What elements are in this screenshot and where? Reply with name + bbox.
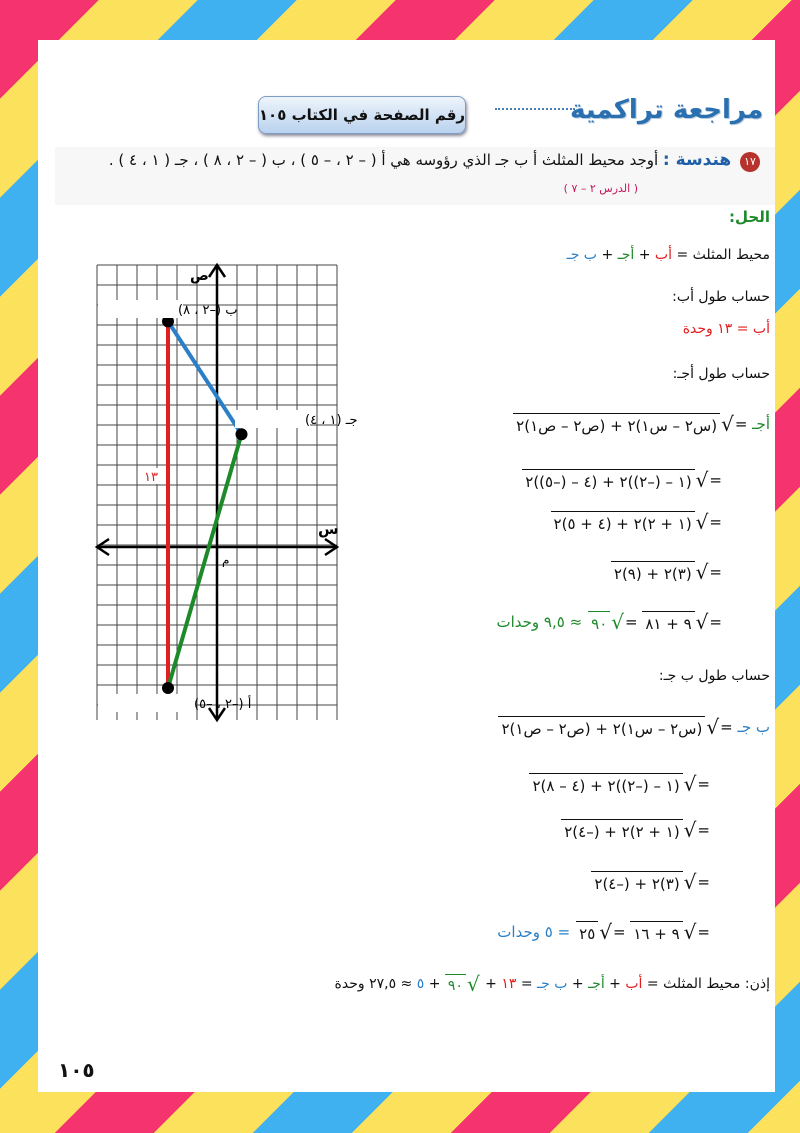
sqrt-icon: √ <box>683 920 697 944</box>
sqrt-icon: √ <box>599 920 613 944</box>
term-ac: أجـ <box>588 976 605 992</box>
radicand: ٩٠ <box>445 974 466 994</box>
plus: + <box>638 247 651 263</box>
term-ac: أجـ <box>617 247 635 263</box>
bc-step-0: ب جـ = √ (س٢ – س١)٢ + (ص٢ – ص١)٢ <box>498 715 770 739</box>
coordinate-graph <box>90 258 358 730</box>
conclusion-result: ≈ ٢٧,٥ وحدة <box>334 976 413 992</box>
problem-number: ١٧ <box>740 152 760 172</box>
ac-step-4: = √ ٩ + ٨١ = √ ٩٠ ≈ ٩,٥ وحدات <box>496 610 722 634</box>
label-bg <box>235 410 310 428</box>
radicand: (٣)٢ + (–٤)٢ <box>591 871 682 893</box>
value-13: ١٣ <box>501 976 517 992</box>
point-c <box>236 428 248 440</box>
radicand: ٢٥ <box>576 921 598 943</box>
label-bg <box>98 694 196 712</box>
radicand: (٣)٢ + (٩)٢ <box>611 561 695 583</box>
label-point-a: أ (–٢ ، –٥) <box>194 697 252 712</box>
bc-heading: حساب طول ب جـ: <box>658 668 770 684</box>
radicand: (١ – (–٢))٢ + (٤ – ٨)٢ <box>529 773 682 795</box>
sqrt-icon: √ <box>695 510 709 534</box>
ac-final: ≈ ٩,٥ وحدات <box>496 613 583 631</box>
conclusion: إذن: محيط المثلث = أب + أجـ + ب جـ = ١٣ + √ ٩٠ + ٥ ≈ ٢٧,٥ وحدة <box>334 972 770 996</box>
segment-ac <box>168 434 242 688</box>
problem-statement <box>109 150 760 172</box>
term-bc: ب جـ <box>537 976 568 992</box>
y-axis-label: ص <box>190 268 209 284</box>
sqrt-icon: √ <box>683 818 697 842</box>
term-ab: أب <box>654 247 672 263</box>
perimeter-label: محيط المثلث = <box>676 247 770 263</box>
ac-heading: حساب طول أجـ: <box>672 366 770 382</box>
bc-step-2: = √ (١ + ٢)٢ + (–٤)٢ <box>561 818 710 842</box>
section-title: مراجعة تراكمية <box>570 95 764 125</box>
sqrt-icon: √ <box>695 610 709 634</box>
radicand: (١ + ٢)٢ + (٤ + ٥)٢ <box>551 511 695 533</box>
radicand: ٩٠ <box>588 611 610 633</box>
ac-step-1: = √ (١ – (–٢))٢ + (٤ – (–٥))٢ <box>522 468 722 492</box>
radicand: (١ + ٢)٢ + (–٤)٢ <box>561 819 682 841</box>
bc-step-4: = √ ٩ + ١٦ = √ ٢٥ = ٥ وحدات <box>497 920 710 944</box>
ab-length-label: ١٣ <box>144 470 158 485</box>
sqrt-icon: √ <box>683 772 697 796</box>
x-axis-label: س <box>318 520 339 538</box>
value-5: ٥ <box>416 976 425 992</box>
equals: = <box>520 976 533 992</box>
conclusion-prefix: إذن: محيط المثلث = <box>646 976 770 992</box>
bc-step-3: = √ (٣)٢ + (–٤)٢ <box>591 870 710 894</box>
sqrt-icon: √ <box>683 870 697 894</box>
bc-lhs: ب جـ <box>737 718 770 736</box>
sqrt-icon: √ <box>721 412 734 436</box>
radicand: (س٢ – س١)٢ + (ص٢ – ص١)٢ <box>498 716 705 738</box>
ac-step-0: أجـ = √ (س٢ – س١)٢ + (ص٢ – ص١)٢ <box>513 412 770 436</box>
sqrt-icon: √ <box>695 468 709 492</box>
lesson-reference: ( الدرس ٢ – ٧ ) <box>563 182 638 195</box>
page-number: ١٠٥ <box>58 1058 95 1082</box>
radicand: (س٢ – س١)٢ + (ص٢ – ص١)٢ <box>513 413 720 435</box>
term-bc: ب جـ <box>566 247 597 263</box>
bc-step-1: = √ (١ – (–٢))٢ + (٤ – ٨)٢ <box>529 772 710 796</box>
origin-label: م <box>222 553 230 567</box>
sqrt-icon: √ <box>611 610 625 634</box>
segment-bc <box>168 321 242 434</box>
label-bg <box>98 300 183 318</box>
problem-text: أوجد محيط المثلث أ ب جـ الذي رؤوسه هي أ ( – ٢ ، – ٥ ) ، ب ( – ٢ ، ٨ ) ، جـ ( ١ ، ٤ ) . <box>108 151 659 169</box>
ac-lhs: أجـ <box>752 415 770 433</box>
perimeter-formula <box>567 247 770 263</box>
radicand: ٩ + ١٦ <box>630 921 682 943</box>
term-ab: أب <box>625 976 643 992</box>
problem-keyword: هندسة : <box>662 150 732 170</box>
sqrt-icon: √ <box>706 715 720 739</box>
radicand: (١ – (–٢))٢ + (٤ – (–٥))٢ <box>522 469 694 491</box>
radicand: ٩ + ٨١ <box>642 611 694 633</box>
sqrt-icon: √ <box>466 972 480 996</box>
plus: + <box>601 247 614 263</box>
label-point-c: جـ (١ ، ٤) <box>305 413 358 428</box>
label-point-b: ب (–٢ ، ٨) <box>178 303 238 318</box>
bc-final: = ٥ وحدات <box>497 923 571 941</box>
ac-step-2: = √ (١ + ٢)٢ + (٤ + ٥)٢ <box>551 510 722 534</box>
solution-heading: الحل: <box>729 208 770 226</box>
title-dots <box>495 108 575 110</box>
ab-heading: حساب طول أب: <box>672 289 770 305</box>
ac-step-3: = √ (٣)٢ + (٩)٢ <box>611 560 722 584</box>
ab-result: أب = ١٣ وحدة <box>682 321 770 337</box>
point-a <box>162 682 174 694</box>
book-page-button[interactable]: رقم الصفحة في الكتاب ١٠٥ <box>258 96 466 134</box>
sqrt-icon: √ <box>695 560 709 584</box>
